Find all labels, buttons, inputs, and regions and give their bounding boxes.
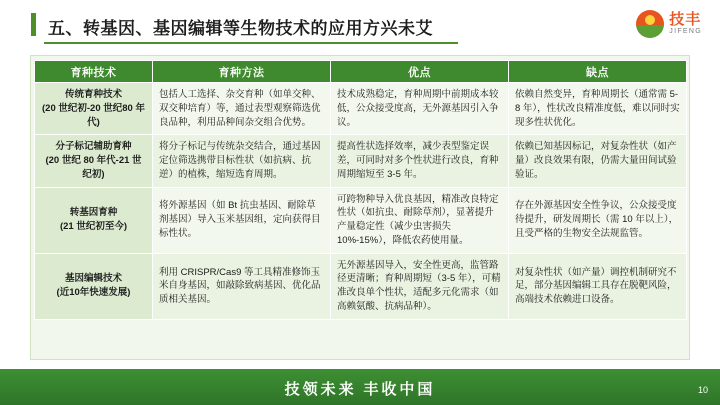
cell-cons: 对复杂性状（如产量）调控机制研究不足，部分基因编辑工具存在脱靶风险，高端技术依赖进口设备。 <box>509 253 687 319</box>
page-title: 五、转基因、基因编辑等生物技术的应用方兴未艾 <box>48 19 433 38</box>
table-header-row <box>35 61 687 83</box>
column-header-cons: 缺点 <box>509 61 687 83</box>
cell-technology: 传统育种技术 (20 世纪初-20 世纪80 年代) <box>35 83 153 135</box>
footer-slogan: 技领未来 丰收中国 <box>284 382 436 398</box>
table-row <box>35 83 687 135</box>
cell-technology: 分子标记辅助育种 (20 世纪 80 年代-21 世纪初) <box>35 135 153 187</box>
column-header-method: 育种方法 <box>153 61 331 83</box>
slide-header <box>0 0 720 52</box>
cell-method: 利用 CRISPR/Cas9 等工具精准修饰玉米自身基因，如敲除致病基因、优化品质相关基因。 <box>153 253 331 319</box>
title-accent-bar <box>31 13 36 36</box>
table-row <box>35 135 687 187</box>
cell-pros: 可跨物种导入优良基因，精准改良特定性状（如抗虫、耐除草剂），显著提升产量稳定性（减少虫害损失10%-15%），降低农药使用量。 <box>331 187 509 253</box>
cell-cons: 依赖已知基因标记，对复杂性状（如产量）改良效果有限，仍需大量田间试验验证。 <box>509 135 687 187</box>
table-body <box>35 83 687 320</box>
cell-cons: 存在外源基因安全性争议，公众接受度待提升，研发周期长（需 10 年以上），且受严格的生物安全法规监管。 <box>509 187 687 253</box>
cell-technology: 基因编辑技术 (近10年快速发展) <box>35 253 153 319</box>
slide-footer <box>0 369 720 405</box>
table-row <box>35 187 687 253</box>
brand-name-en: JIFENG <box>669 28 702 36</box>
column-header-technology: 育种技术 <box>35 61 153 83</box>
breeding-technology-table <box>34 60 687 320</box>
cell-method: 将外源基因（如 Bt 抗虫基因、耐除草剂基因）导入玉米基因组，定向获得目标性状。 <box>153 187 331 253</box>
cell-pros: 无外源基因导入，安全性更高，监管路径更清晰；育种周期短（3-5 年），可精准改良单个性状，适配多元化需求（如高赖氨酸、抗病品种）。 <box>331 253 509 319</box>
table-row <box>35 253 687 319</box>
sun-leaf-logo-icon <box>636 10 664 38</box>
brand-logo-text <box>669 12 702 35</box>
column-header-pros: 优点 <box>331 61 509 83</box>
page-number: 10 <box>697 385 708 395</box>
cell-method: 将分子标记与传统杂交结合，通过基因定位筛选携带目标性状（如抗病、抗逆）的植株，缩短选育周期。 <box>153 135 331 187</box>
cell-technology: 转基因育种 (21 世纪初至今) <box>35 187 153 253</box>
brand-name-cn: 技丰 <box>669 11 702 29</box>
cell-method: 包括人工选择、杂交育种（如单交种、双交种培育）等，通过表型观察筛选优良品种，利用品种间杂交组合优势。 <box>153 83 331 135</box>
cell-pros: 提高性状选择效率，减少表型鉴定误差，可同时对多个性状进行改良，育种周期缩短至 3-5 年。 <box>331 135 509 187</box>
cell-pros: 技术成熟稳定，育种周期中前期成本较低，公众接受度高，无外源基因引入争议。 <box>331 83 509 135</box>
cell-cons: 依赖自然变异，育种周期长（通常需 5-8 年），性状改良精准度低，难以同时实现多性状优化。 <box>509 83 687 135</box>
title-underline <box>44 42 458 44</box>
brand-logo <box>636 10 702 38</box>
